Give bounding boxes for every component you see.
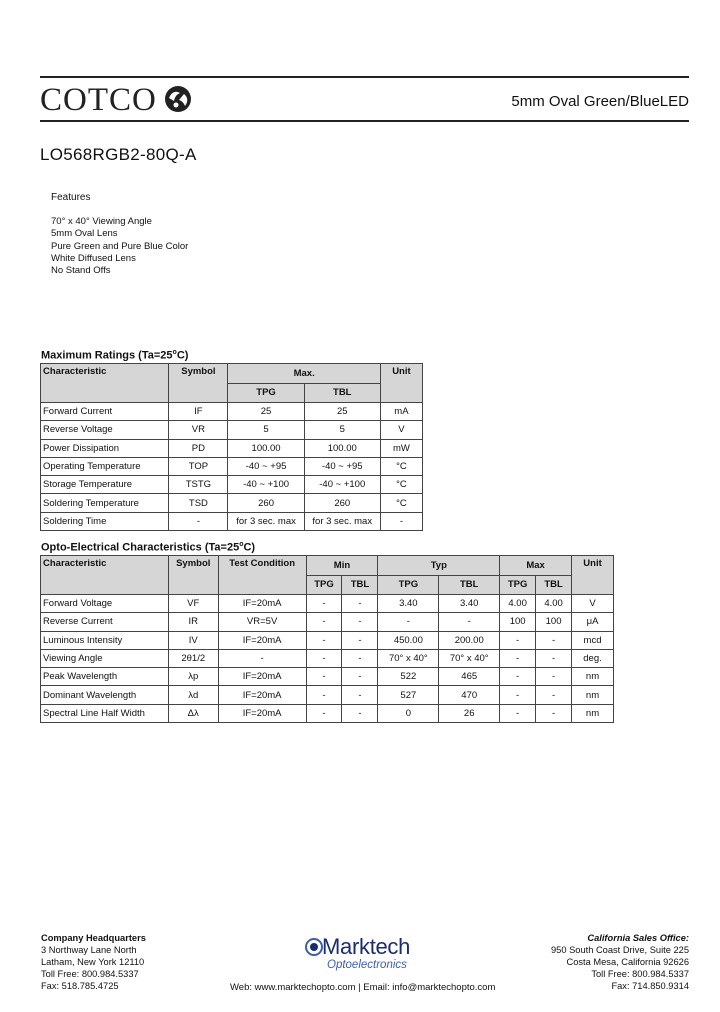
cell-tpg: -40 ~ +100	[228, 476, 304, 494]
cell-characteristic: Forward Voltage	[41, 595, 169, 613]
cell-condition: IF=20mA	[218, 668, 306, 686]
header-min-tbl: TBL	[342, 575, 378, 595]
cell-min-tpg: -	[306, 668, 342, 686]
header-max: Max.	[228, 364, 380, 384]
cell-tpg: 260	[228, 494, 304, 512]
cell-unit: mcd	[572, 631, 614, 649]
header-rule	[40, 120, 689, 122]
feature-item: 70° x 40° Viewing Angle	[51, 216, 152, 227]
cell-max-tpg: -	[500, 686, 536, 704]
sales-office-address	[551, 932, 689, 992]
sales-line: Costa Mesa, California 92626	[566, 957, 689, 967]
cell-condition: IF=20mA	[218, 595, 306, 613]
cell-characteristic: Viewing Angle	[41, 649, 169, 667]
cell-min-tbl: -	[342, 631, 378, 649]
table-row	[41, 704, 614, 722]
header-typ-tpg: TPG	[378, 575, 439, 595]
cell-typ-tpg: 527	[378, 686, 439, 704]
part-number: LO568RGB2-80Q-A	[40, 145, 197, 164]
cell-unit: deg.	[572, 649, 614, 667]
cell-symbol: TSTG	[169, 476, 228, 494]
hq-line: 3 Northway Lane North	[41, 945, 137, 955]
hq-line: Fax: 518.785.4725	[41, 981, 119, 991]
cell-max-tpg: -	[500, 668, 536, 686]
cell-unit: mA	[380, 403, 422, 421]
cell-min-tbl: -	[342, 686, 378, 704]
marktech-subtitle: Optoelectronics	[327, 959, 407, 971]
cell-unit: °C	[380, 457, 422, 475]
cell-characteristic: Forward Current	[41, 403, 169, 421]
opto-title: Opto-Electrical Characteristics $(Ta=25^oC)$	[41, 541, 256, 554]
header-symbol: Symbol	[168, 556, 218, 595]
hq-heading: Company Headquarters	[41, 933, 146, 943]
table-row	[41, 439, 423, 457]
table-row	[41, 421, 423, 439]
cell-tbl: for 3 sec. max	[304, 512, 380, 530]
cell-typ-tpg: 3.40	[378, 595, 439, 613]
header-unit: Unit	[572, 556, 614, 595]
cell-symbol: IR	[168, 613, 218, 631]
cell-tpg: 100.00	[228, 439, 304, 457]
header-tbl: TBL	[304, 383, 380, 403]
table-row	[41, 613, 614, 631]
cell-characteristic: Soldering Temperature	[41, 494, 169, 512]
cell-min-tpg: -	[306, 631, 342, 649]
cell-min-tbl: -	[342, 613, 378, 631]
cell-typ-tbl: 26	[439, 704, 500, 722]
cell-symbol: IV	[168, 631, 218, 649]
max-ratings-table	[40, 363, 423, 531]
cell-max-tpg: -	[500, 649, 536, 667]
cell-characteristic: Soldering Time	[41, 512, 169, 530]
table-row	[41, 668, 614, 686]
cell-max-tpg: -	[500, 631, 536, 649]
cell-min-tbl: -	[342, 704, 378, 722]
cell-tpg: 5	[228, 421, 304, 439]
cell-characteristic: Storage Temperature	[41, 476, 169, 494]
cell-tbl: -40 ~ +100	[304, 476, 380, 494]
cell-condition: VR=5V	[218, 613, 306, 631]
sales-line: 950 South Coast Drive, Suite 225	[551, 945, 689, 955]
header-min: Min	[306, 556, 378, 576]
cell-min-tbl: -	[342, 649, 378, 667]
hq-address	[41, 932, 146, 992]
header-tpg: TPG	[228, 383, 304, 403]
cell-unit: nm	[572, 686, 614, 704]
cell-unit: °C	[380, 494, 422, 512]
cell-symbol: VR	[169, 421, 228, 439]
cell-tpg: for 3 sec. max	[228, 512, 304, 530]
table-row	[41, 595, 614, 613]
cell-tbl: 260	[304, 494, 380, 512]
cell-typ-tbl: -	[439, 613, 500, 631]
cell-typ-tpg: -	[378, 613, 439, 631]
feature-item: No Stand Offs	[51, 265, 111, 277]
cell-characteristic: Operating Temperature	[41, 457, 169, 475]
cell-typ-tpg: 70° x 40°	[378, 649, 439, 667]
cell-unit: V	[380, 421, 422, 439]
header-unit: Unit	[380, 364, 422, 403]
cell-symbol: TOP	[169, 457, 228, 475]
cell-typ-tbl: 465	[439, 668, 500, 686]
cell-min-tpg: -	[306, 595, 342, 613]
cell-min-tpg: -	[306, 649, 342, 667]
cell-symbol: λp	[168, 668, 218, 686]
features-heading: Features	[51, 192, 91, 203]
table-row	[41, 403, 423, 421]
cell-characteristic: Reverse Current	[41, 613, 169, 631]
feature-item: 5mm Oval Lens	[51, 228, 118, 240]
cell-tbl: -40 ~ +95	[304, 457, 380, 475]
cell-max-tpg: 100	[500, 613, 536, 631]
cell-typ-tbl: 470	[439, 686, 500, 704]
cell-unit: mW	[380, 439, 422, 457]
cell-max-tbl: -	[536, 668, 572, 686]
cell-condition: IF=20mA	[218, 631, 306, 649]
cell-typ-tpg: 522	[378, 668, 439, 686]
cell-symbol: TSD	[169, 494, 228, 512]
cell-max-tpg: 4.00	[500, 595, 536, 613]
cell-condition: -	[218, 649, 306, 667]
table-row	[41, 649, 614, 667]
cell-typ-tbl: 70° x 40°	[439, 649, 500, 667]
cell-min-tpg: -	[306, 613, 342, 631]
header-max-tpg: TPG	[500, 575, 536, 595]
hq-line: Toll Free: 800.984.5337	[41, 969, 139, 979]
cell-characteristic: Peak Wavelength	[41, 668, 169, 686]
cell-unit: -	[380, 512, 422, 530]
header-max: Max	[500, 556, 572, 576]
cell-min-tpg: -	[306, 686, 342, 704]
cell-min-tbl: -	[342, 668, 378, 686]
cell-symbol: VF	[168, 595, 218, 613]
header-characteristic: Characteristic	[41, 556, 169, 595]
marktech-logo-icon	[305, 936, 323, 958]
header-test-condition: Test Condition	[218, 556, 306, 595]
cell-characteristic: Power Dissipation	[41, 439, 169, 457]
cell-max-tbl: -	[536, 704, 572, 722]
header-typ: Typ	[378, 556, 500, 576]
cell-symbol: Δλ	[168, 704, 218, 722]
cell-tbl: 5	[304, 421, 380, 439]
cell-max-tbl: -	[536, 631, 572, 649]
cell-max-tbl: 100	[536, 613, 572, 631]
sales-line: Fax: 714.850.9314	[611, 981, 689, 991]
sales-line: Toll Free: 800.984.5337	[591, 969, 689, 979]
cell-tbl: 100.00	[304, 439, 380, 457]
cell-unit: V	[572, 595, 614, 613]
marktech-contact: Web: www.marktechopto.com | Email: info@marktechopto.com	[230, 982, 496, 993]
cotco-logo-icon	[160, 84, 196, 114]
features-list	[51, 216, 188, 277]
cell-characteristic: Spectral Line Half Width	[41, 704, 169, 722]
cell-max-tbl: -	[536, 686, 572, 704]
cell-tpg: 25	[228, 403, 304, 421]
table-row	[41, 457, 423, 475]
cell-symbol: λd	[168, 686, 218, 704]
table-row	[41, 686, 614, 704]
cell-min-tpg: -	[306, 704, 342, 722]
cell-unit: nm	[572, 668, 614, 686]
cell-symbol: 2θ1/2	[168, 649, 218, 667]
cell-max-tbl: 4.00	[536, 595, 572, 613]
table-row	[41, 631, 614, 649]
table-row	[41, 512, 423, 530]
cotco-logo-text: COTCO	[40, 82, 157, 118]
cell-typ-tbl: 200.00	[439, 631, 500, 649]
cell-tpg: -40 ~ +95	[228, 457, 304, 475]
cell-unit: °C	[380, 476, 422, 494]
cell-condition: IF=20mA	[218, 686, 306, 704]
table-row	[41, 494, 423, 512]
max-ratings-title: Maximum Ratings $(Ta=25^oC)$	[41, 349, 189, 362]
cell-characteristic: Dominant Wavelength	[41, 686, 169, 704]
cell-tbl: 25	[304, 403, 380, 421]
cell-typ-tpg: 0	[378, 704, 439, 722]
opto-table	[40, 555, 614, 723]
document-title: 5mm Oval Green/BlueLED	[511, 93, 689, 110]
cell-unit: μA	[572, 613, 614, 631]
feature-item: Pure Green and Pure Blue Color	[51, 240, 189, 252]
header-typ-tbl: TBL	[439, 575, 500, 595]
cell-typ-tpg: 450.00	[378, 631, 439, 649]
cell-symbol: -	[169, 512, 228, 530]
cell-max-tpg: -	[500, 704, 536, 722]
cell-unit: nm	[572, 704, 614, 722]
header-characteristic: Characteristic	[41, 364, 169, 403]
top-rule	[40, 76, 689, 78]
cell-symbol: PD	[169, 439, 228, 457]
cell-symbol: IF	[169, 403, 228, 421]
cell-typ-tbl: 3.40	[439, 595, 500, 613]
table-row	[41, 476, 423, 494]
cell-characteristic: Luminous Intensity	[41, 631, 169, 649]
header-max-tbl: TBL	[536, 575, 572, 595]
header-min-tpg: TPG	[306, 575, 342, 595]
cell-characteristic: Reverse Voltage	[41, 421, 169, 439]
marktech-name: Marktech	[322, 934, 411, 959]
header-symbol: Symbol	[169, 364, 228, 403]
cell-min-tbl: -	[342, 595, 378, 613]
cell-max-tbl: -	[536, 649, 572, 667]
cell-condition: IF=20mA	[218, 704, 306, 722]
hq-line: Latham, New York 12110	[41, 957, 145, 967]
sales-heading: California Sales Office:	[587, 933, 689, 943]
feature-item: White Diffused Lens	[51, 252, 136, 264]
